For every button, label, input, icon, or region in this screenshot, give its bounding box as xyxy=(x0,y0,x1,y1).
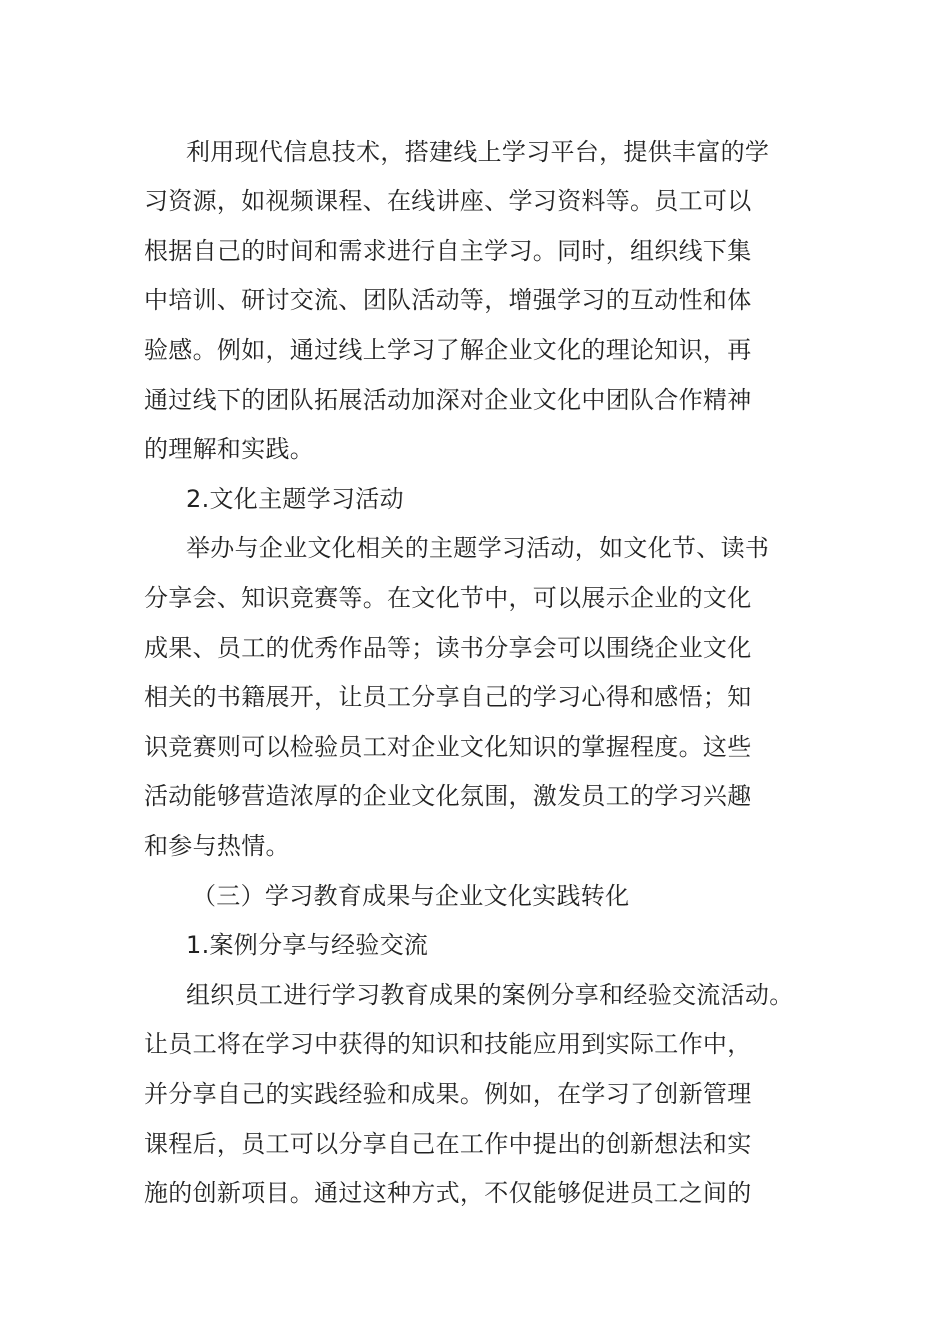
paragraph-line: 和参与热情。 xyxy=(144,832,290,860)
paragraph-line: 的理解和实践。 xyxy=(144,435,315,463)
paragraph-line: 识竞赛则可以检验员工对企业文化知识的掌握程度。这些 xyxy=(144,733,752,761)
paragraph-line: 让员工将在学习中获得的知识和技能应用到实际工作中， xyxy=(144,1030,752,1058)
paragraph-line: 课程后，员工可以分享自己在工作中提出的创新想法和实 xyxy=(144,1130,752,1158)
section-heading: 1.案例分享与经验交流 xyxy=(186,931,429,959)
paragraph-line: 分享会、知识竞赛等。在文化节中，可以展示企业的文化 xyxy=(144,584,752,612)
paragraph-line: 成果、员工的优秀作品等；读书分享会可以围绕企业文化 xyxy=(144,634,752,662)
paragraph-line: 并分享自己的实践经验和成果。例如，在学习了创新管理 xyxy=(144,1080,752,1108)
paragraph-line: 通过线下的团队拓展活动加深对企业文化中团队合作精神 xyxy=(144,386,752,414)
paragraph-line: 根据自己的时间和需求进行自主学习。同时，组织线下集 xyxy=(144,237,752,265)
paragraph-line: 利用现代信息技术，搭建线上学习平台，提供丰富的学 xyxy=(186,138,770,166)
paragraph-line: 习资源，如视频课程、在线讲座、学习资料等。员工可以 xyxy=(144,187,752,215)
paragraph-line: 中培训、研讨交流、团队活动等，增强学习的互动性和体 xyxy=(144,286,752,314)
paragraph-line: 验感。例如，通过线上学习了解企业文化的理论知识，再 xyxy=(144,336,752,364)
paragraph-line: 举办与企业文化相关的主题学习活动，如文化节、读书 xyxy=(186,534,770,562)
paragraph-line: 相关的书籍展开，让员工分享自己的学习心得和感悟；知 xyxy=(144,683,752,711)
paragraph-line: 组织员工进行学习教育成果的案例分享和经验交流活动。 xyxy=(186,981,794,1009)
section-heading: 2.文化主题学习活动 xyxy=(186,485,404,513)
subsection-heading: （三）学习教育成果与企业文化实践转化 xyxy=(192,882,630,910)
paragraph-line: 施的创新项目。通过这种方式，不仅能够促进员工之间的 xyxy=(144,1179,752,1207)
paragraph-line: 活动能够营造浓厚的企业文化氛围，激发员工的学习兴趣 xyxy=(144,782,752,810)
